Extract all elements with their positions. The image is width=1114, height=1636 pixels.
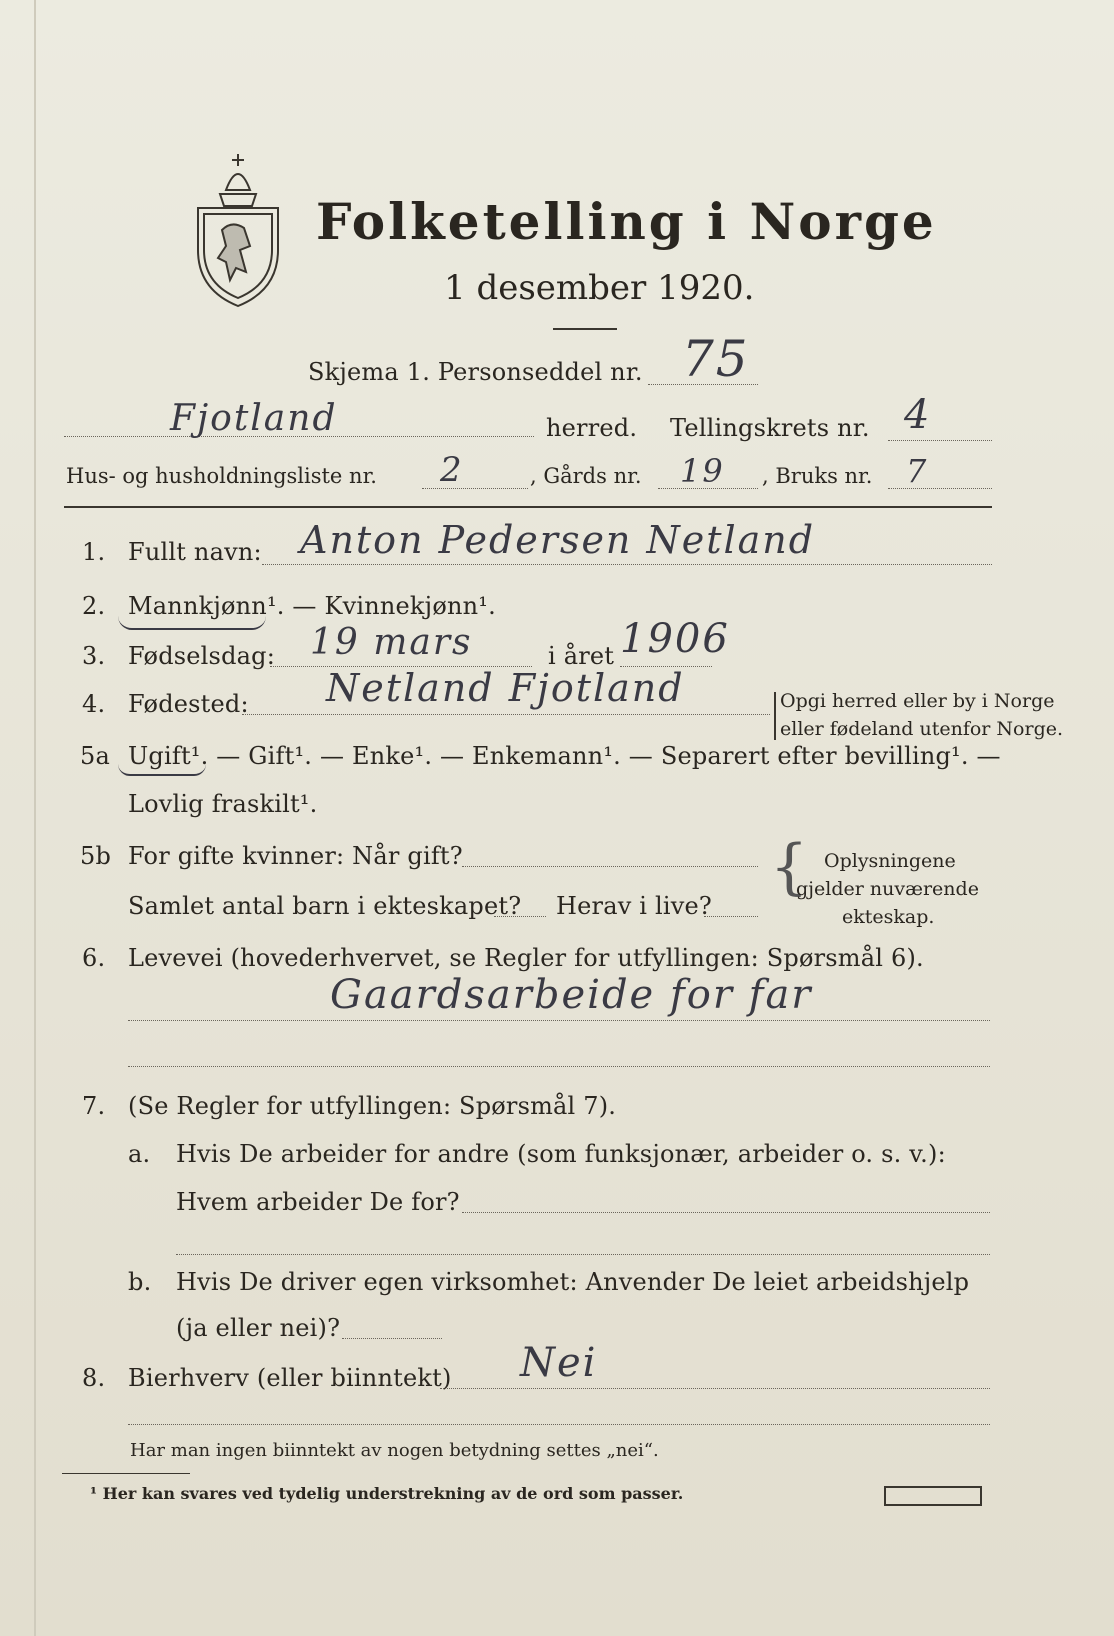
q3-number: 3. <box>82 642 106 670</box>
footnote-divider <box>62 1473 190 1474</box>
paper-edge <box>34 0 36 1636</box>
q4-birthplace: Netland Fjotland <box>326 666 685 710</box>
schema-label: Skjema 1. Personseddel nr. <box>308 358 643 386</box>
q5b-note-line2: gjelder nuværende <box>796 878 979 900</box>
q5b-number: 5b <box>80 842 112 870</box>
printer-stamp <box>884 1486 982 1506</box>
q7b-ja-nei-label: (ja eller nei)? <box>176 1314 341 1342</box>
q8-label: Bierhverv (eller biinntekt) <box>128 1364 452 1392</box>
q5b-label: For gifte kvinner: Når gift? <box>128 842 463 870</box>
q3-birthday: 19 mars <box>310 622 473 663</box>
q8-number: 8. <box>82 1364 106 1392</box>
q6-label: Levevei (hovederhvervet, se Regler for utfyllingen: Spørsmål 6). <box>128 944 924 972</box>
q7a-number: a. <box>128 1140 151 1168</box>
q7-label: (Se Regler for utfyllingen: Spørsmål 7). <box>128 1092 617 1120</box>
q5a-number: 5a <box>80 742 110 770</box>
q7a-label: Hvis De arbeider for andre (som funksjonær, arbeider o. s. v.): <box>176 1140 946 1168</box>
bruks-value: 7 <box>906 452 929 490</box>
q7-number: 7. <box>82 1092 106 1120</box>
q5b-note-line1: Oplysningene <box>824 850 956 872</box>
q6-number: 6. <box>82 944 106 972</box>
header-divider <box>64 506 992 508</box>
coat-of-arms-icon <box>192 150 284 310</box>
q7a-employer-label: Hvem arbeider De for? <box>176 1188 460 1216</box>
herred-label: herred. <box>546 414 638 442</box>
q5b-note-line3: ekteskap. <box>842 906 935 928</box>
husholdning-label: Hus- og husholdningsliste nr. <box>66 464 377 488</box>
q7b-label: Hvis De driver egen virksomhet: Anvender De leiet arbeidshjelp <box>176 1268 970 1296</box>
q4-note-line1: Opgi herred eller by i Norge <box>780 690 1055 712</box>
title-divider <box>553 328 617 330</box>
q4-note-line2: eller fødeland utenfor Norge. <box>780 718 1064 740</box>
bruks-label: , Bruks nr. <box>762 464 873 488</box>
form-title: Folketelling i Norge <box>316 192 937 251</box>
q5b-children-label: Samlet antal barn i ekteskapet? <box>128 892 522 920</box>
ugift-underline-mark <box>118 764 206 776</box>
tellingskrets-label: Tellingskrets nr. <box>670 414 870 442</box>
census-date: 1 desember 1920. <box>444 268 755 308</box>
q6-occupation: Gaardsarbeide for far <box>330 972 813 1018</box>
q5a-marital-status: Ugift¹. — Gift¹. — Enke¹. — Enkemann¹. — Separert efter bevilling¹. — <box>128 742 1001 770</box>
herred-value: Fjotland <box>170 398 338 439</box>
q3-birth-year: 1906 <box>620 616 730 662</box>
q2-number: 2. <box>82 592 106 620</box>
husholdning-value: 2 <box>440 450 464 490</box>
q5a-continued: Lovlig fraskilt¹. <box>128 790 318 818</box>
footer-note: Har man ingen biinntekt av nogen betydning settes „nei“. <box>130 1440 659 1461</box>
q1-number: 1. <box>82 538 106 566</box>
gards-label: , Gårds nr. <box>530 464 642 488</box>
mann-underline-mark <box>118 616 266 630</box>
q1-full-name: Anton Pedersen Netland <box>300 518 816 562</box>
q4-number: 4. <box>82 690 106 718</box>
footnote: ¹ Her kan svares ved tydelig understrekning av de ord som passer. <box>90 1484 684 1503</box>
q3-year-label: i året <box>548 642 615 670</box>
gards-value: 19 <box>680 452 725 490</box>
q8-side-income: Nei <box>520 1340 598 1386</box>
personseddel-number: 75 <box>682 330 750 388</box>
q5b-alive-label: Herav i live? <box>556 892 712 920</box>
tellingskrets-value: 4 <box>904 392 932 438</box>
q3-label: Fødselsdag: <box>128 642 275 670</box>
q1-label: Fullt navn: <box>128 538 262 566</box>
q5b-brace: { <box>770 832 809 902</box>
q2-gender: Mannkjønn¹. — Kvinnekjønn¹. <box>128 592 496 620</box>
q4-label: Fødested: <box>128 690 249 718</box>
q7b-number: b. <box>128 1268 152 1296</box>
